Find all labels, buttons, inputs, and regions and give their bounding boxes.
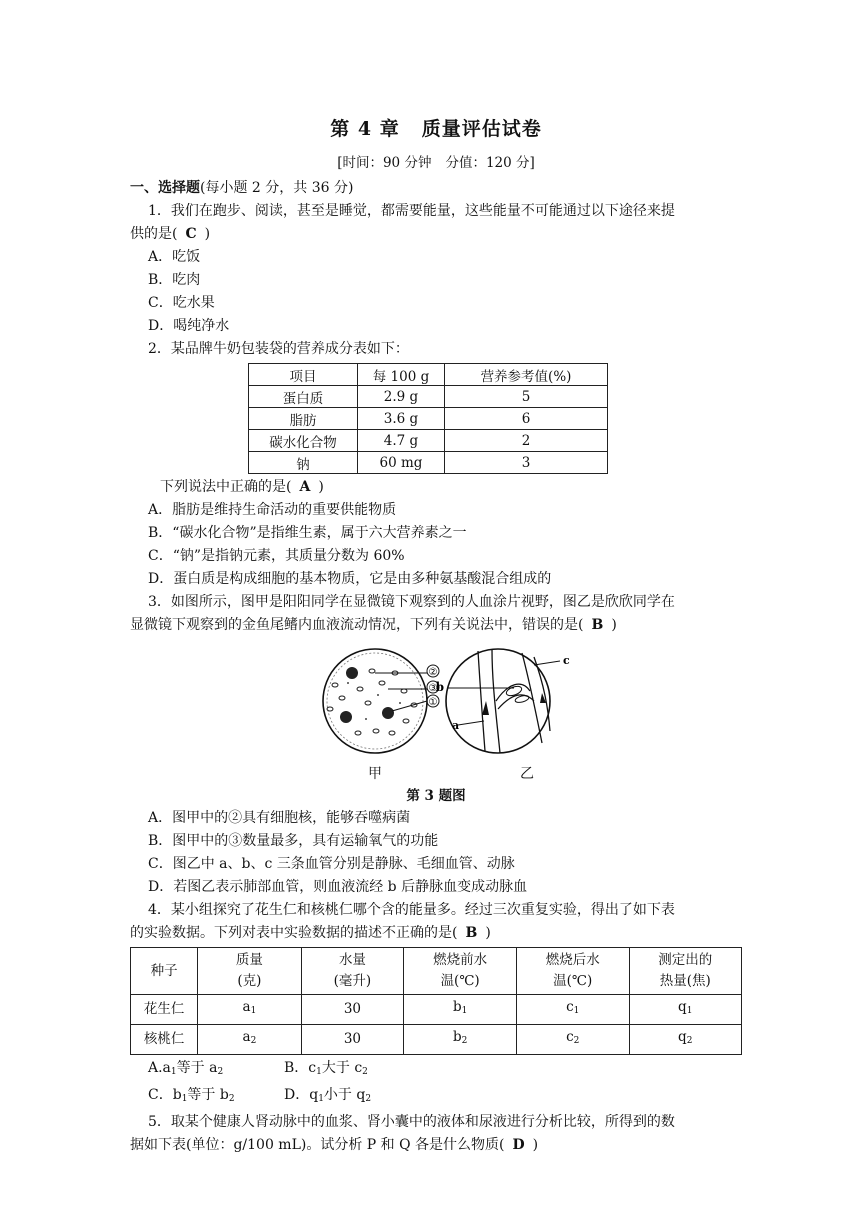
title-chapter: 第 4 章 xyxy=(330,118,400,140)
q2-answer: A xyxy=(299,479,311,495)
exam-score: 分值：120 分] xyxy=(445,155,535,171)
section-heading xyxy=(130,177,742,200)
q4-answer: B xyxy=(465,925,478,941)
table-header-row xyxy=(249,364,608,386)
marker-1: ① xyxy=(428,697,438,708)
table-header xyxy=(198,948,301,995)
opt-text: 小于 q xyxy=(323,1087,366,1103)
section-note: (每小题 2 分，共 36 分) xyxy=(200,180,354,196)
table-row xyxy=(249,452,608,474)
cell-sub: 1 xyxy=(250,1006,257,1016)
q4-option-a xyxy=(148,1057,284,1084)
label-b: b xyxy=(435,680,444,694)
table-header: 种子 xyxy=(131,948,198,995)
table-header: 每 100 g xyxy=(358,364,445,386)
q3-option-b: B．图甲中的③数量最多，具有运输氧气的功能 xyxy=(148,833,439,849)
table-cell: 2.9 g xyxy=(358,386,445,408)
cell-var: q xyxy=(678,1029,687,1045)
header-text: 燃烧后水 xyxy=(545,952,600,968)
page-title xyxy=(130,114,742,141)
marker-2: ② xyxy=(428,667,438,678)
q1-option-c: C．吃水果 xyxy=(148,295,215,311)
cell-sub: 2 xyxy=(573,1036,580,1046)
header-text: 水量 xyxy=(338,952,366,968)
q4-options-row2 xyxy=(130,1084,742,1111)
opt-sub: 2 xyxy=(362,1067,368,1077)
figure-label-jia: 甲 xyxy=(368,766,382,782)
q4-stem-line1: 4．某小组探究了花生仁和核桃仁哪个含的能量多。经过三次重复实验，得出了如下表 xyxy=(148,902,675,918)
cell-sub: 1 xyxy=(461,1006,468,1016)
table-header xyxy=(404,948,517,995)
q4-paren-close: ) xyxy=(485,925,491,941)
q4-option-c xyxy=(148,1084,284,1111)
exam-time: [时间：90 分钟 xyxy=(337,155,432,171)
q1-option-d: D．喝纯净水 xyxy=(148,318,230,334)
figure-labels xyxy=(130,763,742,785)
blood-figure xyxy=(130,643,742,763)
cell-sub: 1 xyxy=(686,1006,693,1016)
header-text: (克) xyxy=(237,973,262,989)
opt-text: B．c xyxy=(284,1060,317,1076)
table-row xyxy=(131,995,742,1025)
q3-stem-line2 xyxy=(130,614,742,637)
section-title: 一、选择题 xyxy=(130,180,200,196)
cell-sub: 2 xyxy=(461,1036,468,1046)
table-cell xyxy=(198,995,301,1025)
header-text: 质量 xyxy=(235,952,263,968)
q3-answer: B xyxy=(591,617,604,633)
q4-options-row1 xyxy=(130,1057,742,1084)
table-cell: 30 xyxy=(301,995,404,1025)
table-header-row xyxy=(131,948,742,995)
q4-option-b xyxy=(284,1060,368,1076)
q5-answer: D xyxy=(512,1137,525,1153)
q4-option-d xyxy=(284,1087,371,1103)
header-text: 温(℃) xyxy=(440,973,480,989)
q5-paren-close: ) xyxy=(532,1137,539,1153)
figure-label-yi: 乙 xyxy=(520,766,534,782)
q1-option-a: A．吃饭 xyxy=(148,249,201,265)
figure-caption: 第 3 题图 xyxy=(406,788,466,804)
marker-3: ③ xyxy=(428,683,438,694)
title-text: 质量评估试卷 xyxy=(421,118,542,140)
table-header: 营养参考值(%) xyxy=(445,364,608,386)
exam-info xyxy=(130,151,742,171)
header-text: 温(℃) xyxy=(553,973,593,989)
cell-var: a xyxy=(242,999,251,1015)
q4-stem-line2 xyxy=(130,922,742,945)
q2-option-d: D．蛋白质是构成细胞的基本物质，它是由多种氨基酸混合组成的 xyxy=(148,571,552,587)
table-header: 项目 xyxy=(249,364,358,386)
q3-figure xyxy=(130,643,742,763)
cell-var: b xyxy=(452,1029,462,1045)
q2-prompt-text: 下列说法中正确的是( xyxy=(160,479,292,495)
cell-sub: 2 xyxy=(250,1036,257,1046)
table-row xyxy=(249,430,608,452)
table-cell: 3 xyxy=(445,452,608,474)
opt-text: 等于 b xyxy=(187,1087,229,1103)
exam-content xyxy=(130,110,742,1157)
q1-stem-line1: 1．我们在跑步、阅读，甚至是睡觉，都需要能量，这些能量不可能通过以下途径来提 xyxy=(148,203,675,219)
opt-sub: 1 xyxy=(170,1067,177,1077)
q4-stem-text: 的实验数据。下列对表中实验数据的描述不正确的是( xyxy=(130,925,458,941)
cell-var: q xyxy=(678,999,687,1015)
q1-stem-line2 xyxy=(130,223,742,246)
table-cell: 2 xyxy=(445,430,608,452)
table-cell: 6 xyxy=(445,408,608,430)
energy-table xyxy=(130,947,742,1055)
table-cell: 花生仁 xyxy=(131,995,198,1025)
blood-smear-diagram xyxy=(323,649,439,753)
nutrition-table xyxy=(248,363,608,474)
q1-stem-text: 供的是( xyxy=(130,226,178,242)
table-cell: 60 mg xyxy=(358,452,445,474)
q5-stem-text: 据如下表(单位：g/100 mL)。试分析 P 和 Q 各是什么物质( xyxy=(130,1137,505,1153)
cell-sub: 2 xyxy=(686,1036,693,1046)
q3-stem-text: 显微镜下观察到的金鱼尾鳍内血液流动情况，下列有关说法中，错误的是( xyxy=(130,617,584,633)
q2-stem: 2．某品牌牛奶包装袋的营养成分表如下： xyxy=(148,341,409,357)
cell-var: a xyxy=(242,1029,251,1045)
table-row xyxy=(131,1025,742,1055)
table-row xyxy=(249,408,608,430)
table-header xyxy=(516,948,629,995)
q3-option-d: D．若图乙表示肺部血管，则血液流经 b 后静脉血变成动脉血 xyxy=(148,879,528,895)
opt-sub: 1 xyxy=(318,1094,324,1104)
q1-answer: C xyxy=(185,226,197,242)
fish-tail-diagram xyxy=(436,649,570,753)
q5-stem-line2 xyxy=(130,1134,742,1157)
opt-sub: 1 xyxy=(316,1067,322,1077)
opt-sub: 2 xyxy=(228,1094,235,1104)
table-cell: 4.7 g xyxy=(358,430,445,452)
q3-paren-close: ) xyxy=(611,617,617,633)
opt-text: C．b xyxy=(148,1087,182,1103)
table-cell: 碳水化合物 xyxy=(249,430,358,452)
table-header xyxy=(301,948,404,995)
table-cell xyxy=(404,1025,517,1055)
header-text: (毫升) xyxy=(333,973,372,989)
opt-text: 等于 a xyxy=(176,1060,218,1076)
q1-paren-close: ) xyxy=(204,226,211,242)
table-cell xyxy=(516,1025,629,1055)
table-cell xyxy=(516,995,629,1025)
q3-option-a: A．图甲中的②具有细胞核，能够吞噬病菌 xyxy=(148,810,411,826)
header-text: 燃烧前水 xyxy=(433,952,488,968)
table-cell: 3.6 g xyxy=(358,408,445,430)
q1-option-b: B．吃肉 xyxy=(148,272,201,288)
q5-stem-line1: 5．取某个健康人肾动脉中的血浆、肾小囊中的液体和尿液进行分析比较，所得到的数 xyxy=(148,1114,675,1130)
q2-option-a: A．脂肪是维持生命活动的重要供能物质 xyxy=(148,502,397,518)
table-header xyxy=(629,948,742,995)
table-cell: 蛋白质 xyxy=(249,386,358,408)
cell-var: c xyxy=(566,1029,574,1045)
cell-var: b xyxy=(452,999,462,1015)
opt-text: A.a xyxy=(148,1060,171,1076)
q3-stem-line1: 3．如图所示，图甲是阳阳同学在显微镜下观察到的人血涂片视野，图乙是欣欣同学在 xyxy=(148,594,675,610)
q2-option-b: B．“碳水化合物”是指维生素，属于六大营养素之一 xyxy=(148,525,467,541)
cell-sub: 1 xyxy=(573,1006,580,1016)
opt-text: D．q xyxy=(284,1087,319,1103)
header-text: 热量(焦) xyxy=(659,973,711,989)
table-cell: 脂肪 xyxy=(249,408,358,430)
label-a: a xyxy=(452,719,460,732)
table-cell: 核桃仁 xyxy=(131,1025,198,1055)
opt-sub: 1 xyxy=(181,1094,188,1104)
cell-var: c xyxy=(566,999,574,1015)
header-text: 测定出的 xyxy=(658,952,713,968)
q2-paren-close: ) xyxy=(318,479,324,495)
table-cell xyxy=(198,1025,301,1055)
q2-prompt xyxy=(130,476,742,499)
table-cell: 钠 xyxy=(249,452,358,474)
label-c: c xyxy=(563,654,570,667)
table-cell xyxy=(629,995,742,1025)
opt-sub: 2 xyxy=(365,1094,372,1104)
table-cell xyxy=(404,995,517,1025)
q2-option-c: C．“钠”是指钠元素，其质量分数为 60% xyxy=(148,548,405,564)
table-row xyxy=(249,386,608,408)
table-cell xyxy=(629,1025,742,1055)
opt-text: 大于 c xyxy=(321,1060,363,1076)
table-cell: 30 xyxy=(301,1025,404,1055)
opt-sub: 2 xyxy=(217,1067,224,1077)
q3-option-c: C．图乙中 a、b、c 三条血管分别是静脉、毛细血管、动脉 xyxy=(148,856,515,872)
table-cell: 5 xyxy=(445,386,608,408)
